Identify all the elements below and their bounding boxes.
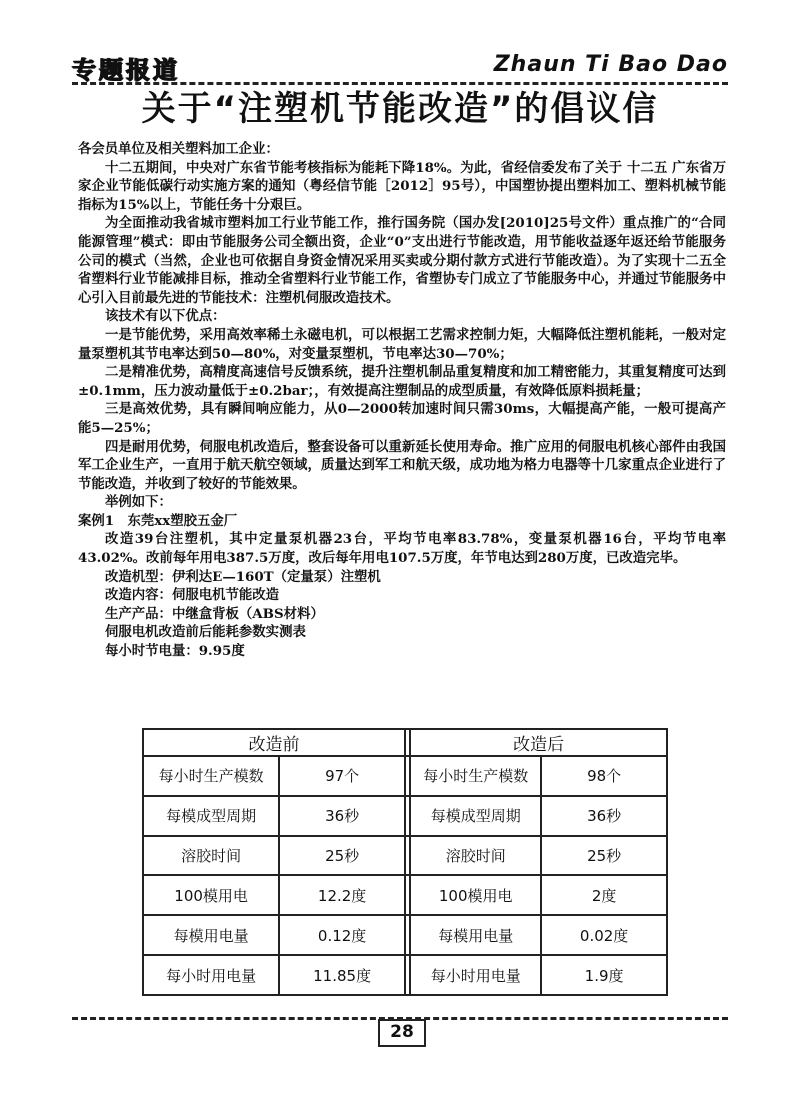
row-label: 溶胶时间	[410, 836, 541, 876]
detail-table-caption: 伺服电机改造前后能耗参数实测表	[105, 624, 306, 641]
case-paragraph: 改造39台注塑机，其中定量泵机器23台，平均节电率83.78%，变量泵机器16台，平均节电率43.02%。改前每年用电387.5万度，改后每年用电107.5万度，年节电达到280万度，已改造完毕。	[78, 531, 726, 567]
paragraph-initiative: 为全面推动我省城市塑料加工行业节能工作，推行国务院（国办发[2010]25号文件）重点推广的“合同能源管理”模式：即由节能服务公司全额出资，企业“0”支出进行节能改造，用节能收益逐年返还给节能服务公司的模式（当然，企业也可依据自身资金情况采用买卖或分期付款方式进行节能改造）。为了实现十二五全省塑料行业节能减排目标，推动全省塑料行业节能工作，省塑协专门成立了节能服务中心，并通过节能服务中心引入目前最先进的节能技术：注塑机伺服改造技术。	[78, 215, 726, 306]
detail-retrofit-content: 改造内容：伺服电机节能改造	[105, 587, 280, 604]
paragraph-advantage-precision: 二是精准优势，高精度高速信号反馈系统，提升注塑机制品重复精度和加工精密能力，其重复精度可达到±0.1mm，压力波动量低于±0.2bar；，有效提高注塑制品的成型质量，有效降低原料损耗量；	[78, 364, 726, 399]
row-label: 每小时用电量	[410, 955, 541, 995]
value-after: 25秒	[541, 836, 667, 876]
article-body	[78, 140, 726, 661]
section-label: 专题报道	[72, 56, 180, 84]
value-before: 12.2度	[279, 875, 405, 915]
detail-hourly-saving: 每小时节电量：9.95度	[105, 643, 245, 660]
detail-product: 生产产品：中继盒背板（ABS材料）	[105, 605, 324, 622]
table-row	[143, 915, 667, 955]
table-row	[143, 796, 667, 836]
paragraph-advantages-intro: 该技术有以下优点：	[105, 308, 226, 325]
table-row	[143, 955, 667, 995]
value-after: 98个	[541, 756, 667, 796]
table-row	[143, 836, 667, 876]
case-title: 案例1 东莞xx塑胶五金厂	[78, 512, 238, 529]
page-number: 28	[378, 1019, 426, 1047]
row-label: 每模成型周期	[410, 796, 541, 836]
detail-machine-model: 改造机型：伊利达E—160T（定量泵）注塑机	[105, 568, 381, 585]
value-before: 0.12度	[279, 915, 405, 955]
row-label: 每小时生产模数	[143, 756, 279, 796]
row-label: 每小时生产模数	[410, 756, 541, 796]
paragraph-advantage-durability: 四是耐用优势，伺服电机改造后，整套设备可以重新延长使用寿命。推广应用的伺服电机核心部件由我国军工企业生产，一直用于航天航空领域，质量达到军工和航天级，成功地为格力电器等十几家重点企业进行了节能改造，并收到了较好的节能效果。	[78, 438, 726, 492]
table-row	[143, 875, 667, 915]
value-before: 11.85度	[279, 955, 405, 995]
row-label: 100模用电	[143, 875, 279, 915]
energy-comparison-table	[142, 728, 668, 996]
row-label: 每模用电量	[410, 915, 541, 955]
table-header-row	[143, 729, 667, 756]
row-label: 每小时用电量	[143, 955, 279, 995]
row-label: 每模用电量	[143, 915, 279, 955]
value-before: 25秒	[279, 836, 405, 876]
paragraph-background: 十二五期间，中央对广东省节能考核指标为能耗下降18%。为此，省经信委发布了关于 十二五 广东省万家企业节能低碳行动实施方案的通知（粤经信节能［2012］95号），中国塑协提出塑料加工、塑料机械节能指标为15%以上，节能任务十分艰巨。	[78, 159, 726, 213]
row-label: 每模成型周期	[143, 796, 279, 836]
value-after: 0.02度	[541, 915, 667, 955]
value-after: 36秒	[541, 796, 667, 836]
header-after: 改造后	[410, 729, 667, 756]
table-row	[143, 756, 667, 796]
header-divider	[72, 82, 728, 85]
value-before: 36秒	[279, 796, 405, 836]
salutation: 各会员单位及相关塑料加工企业：	[78, 141, 279, 157]
value-after: 2度	[541, 875, 667, 915]
paragraph-advantage-energy: 一是节能优势，采用高效率稀土永磁电机，可以根据工艺需求控制力矩，大幅降低注塑机能耗，一般对定量泵塑机其节电率达到50—80%，对变量泵塑机，节电率达30—70%；	[78, 326, 726, 362]
header-before: 改造前	[143, 729, 405, 756]
article-title: 关于“注塑机节能改造”的倡议信	[141, 89, 659, 129]
row-label: 100模用电	[410, 875, 541, 915]
value-before: 97个	[279, 756, 405, 796]
section-label-pinyin: Zhaun Ti Bao Dao	[493, 52, 728, 77]
page-header	[72, 50, 728, 84]
paragraph-advantage-efficiency: 三是高效优势，具有瞬间响应能力，从0—2000转加速时间只需30ms，大幅提高产能，一般可提高产能5—25%；	[78, 401, 726, 436]
value-after: 1.9度	[541, 955, 667, 995]
row-label: 溶胶时间	[143, 836, 279, 876]
paragraph-examples-intro: 举例如下：	[105, 494, 172, 511]
